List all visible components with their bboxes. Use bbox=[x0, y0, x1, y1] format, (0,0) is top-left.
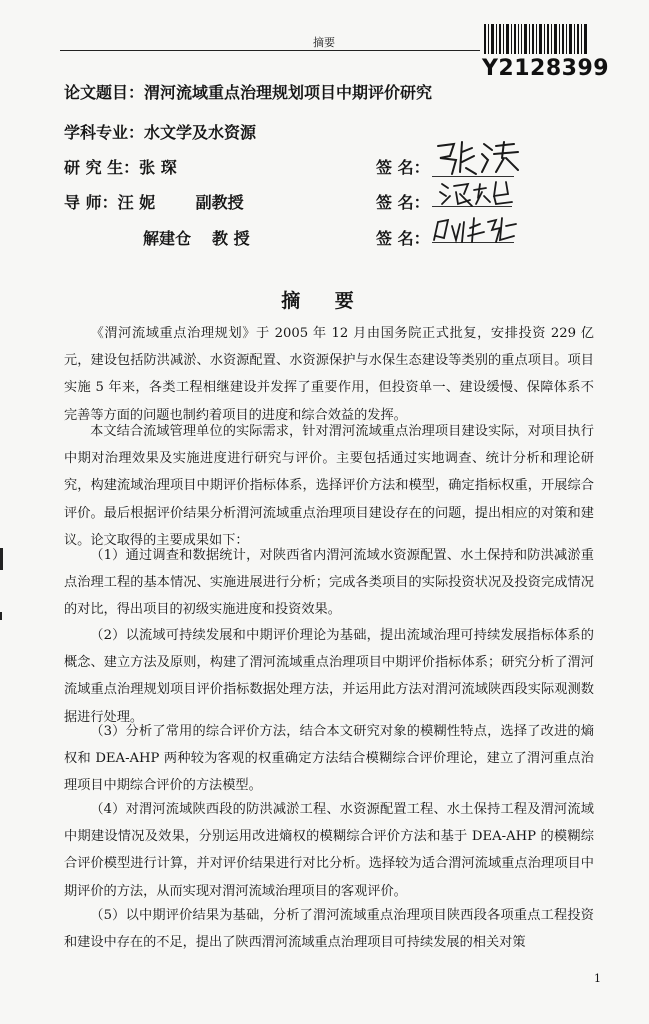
barcode-id: Y2128399 bbox=[482, 56, 610, 81]
paragraph-text: （5）以中期评价结果为基础，分析了渭河流域重点治理项目陕西段各项重点工程投资和建设中存在的不足，提出了陕西渭河流域重点治理项目可持续发展的相关对策 bbox=[64, 908, 594, 951]
abstract-heading: 摘 要 bbox=[281, 290, 368, 312]
paragraph-text: 《渭河流域重点治理规划》于 2005 年 12 月由国务院正式批复，安排投资 229 亿元，建设包括防洪减淤、水资源配置、水资源保护与水保生态建设等类别的重点项目。项目实施 5 年来，各类工程相继建设并发挥了重要作用，但投资单一、建设缓慢、保障体系不完善等方面的问题也制约着项目的进度和综合效益的发挥。 bbox=[64, 326, 594, 423]
abstract-paragraph bbox=[64, 542, 594, 624]
student-label: 研 究 生： bbox=[64, 158, 140, 177]
abstract-paragraph bbox=[64, 418, 594, 554]
thesis-title-row bbox=[64, 80, 432, 103]
running-header: 摘要 bbox=[313, 36, 335, 49]
abstract-paragraph bbox=[64, 718, 594, 800]
advisor1-title: 副教授 bbox=[195, 193, 244, 212]
advisor2-title: 教 授 bbox=[212, 229, 250, 248]
advisor1-signature bbox=[438, 178, 518, 208]
student-name: 张 琛 bbox=[139, 158, 177, 177]
advisor2-signature bbox=[430, 212, 520, 248]
page-number: 1 bbox=[594, 972, 601, 985]
student-row bbox=[64, 155, 177, 178]
advisor2-name: 解建仓 bbox=[143, 229, 192, 248]
abstract-paragraph bbox=[64, 622, 594, 731]
advisor-row bbox=[64, 190, 244, 213]
barcode bbox=[483, 24, 589, 54]
paragraph-text: （3）分析了常用的综合评价方法，结合本文研究对象的模糊性特点，选择了改进的熵权和 DEA-AHP 两种较为客观的权重确定方法结合模糊综合评价理论，建立了渭河重点治理项目中期综合评价的方法模型。 bbox=[64, 724, 594, 794]
paragraph-text: 本文结合流域管理单位的实际需求，针对渭河流域重点治理项目建设实际，对项目执行中期对治理效果及实施进度进行研究与评价。主要包括通过实地调查、统计分析和理论研究，构建流域治理项目中期评价指标体系，选择评价方法和模型，确定指标权重，开展综合评价。最后根据评价结果分析渭河流域重点治理项目建设存在的问题，提出相应的对策和建议。论文取得的主要成果如下： bbox=[64, 424, 594, 548]
thesis-title-label: 论文题目： bbox=[64, 83, 145, 102]
advisor2-signature-label: 签 名： bbox=[376, 229, 430, 248]
abstract-paragraph bbox=[64, 902, 594, 956]
scan-artifact bbox=[0, 548, 3, 570]
advisor1-signature-label: 签 名： bbox=[376, 193, 430, 212]
thesis-title-value: 渭河流域重点治理规划项目中期评价研究 bbox=[144, 83, 433, 102]
major-value: 水文学及水资源 bbox=[144, 123, 257, 142]
paragraph-text: （2）以流域可持续发展和中期评价理论为基础，提出流域治理可持续发展指标体系的概念、建立方法及原则，构建了渭河流域重点治理项目中期评价指标体系；研究分析了渭河流域重点治理规划项目评价指标数据处理方法，并运用此方法对渭河流域陕西段实际观测数据进行处理。 bbox=[64, 628, 594, 725]
paragraph-text: （1）通过调查和数据统计，对陕西省内渭河流域水资源配置、水土保持和防洪减淤重点治理工程的基本情况、实施进展进行分析；完成各类项目的实际投资状况及投资完成情况的对比，得出项目的初级实施进度和投资效果。 bbox=[64, 548, 594, 618]
major-label: 学科专业： bbox=[64, 123, 145, 142]
abstract-paragraph bbox=[64, 796, 594, 905]
advisor-label: 导 师： bbox=[64, 193, 118, 212]
student-signature bbox=[432, 138, 522, 178]
advisor2-row bbox=[143, 226, 250, 249]
header-rule bbox=[60, 50, 480, 51]
abstract-paragraph bbox=[64, 320, 594, 429]
major-row bbox=[64, 120, 256, 143]
scan-artifact bbox=[0, 612, 2, 620]
advisor1-name: 汪 妮 bbox=[117, 193, 156, 212]
paragraph-text: （4）对渭河流域陕西段的防洪减淤工程、水资源配置工程、水土保持工程及渭河流域中期建设情况及效果，分别运用改进熵权的模糊综合评价方法和基于 DEA-AHP 的模糊综合评价模型进行计算，并对评价结果进行对比分析。选择较为适合渭河流域重点治理项目中期评价的方法，从而实现对渭河流域治理项目的客观评价。 bbox=[64, 802, 594, 899]
student-signature-label: 签 名： bbox=[376, 158, 430, 177]
